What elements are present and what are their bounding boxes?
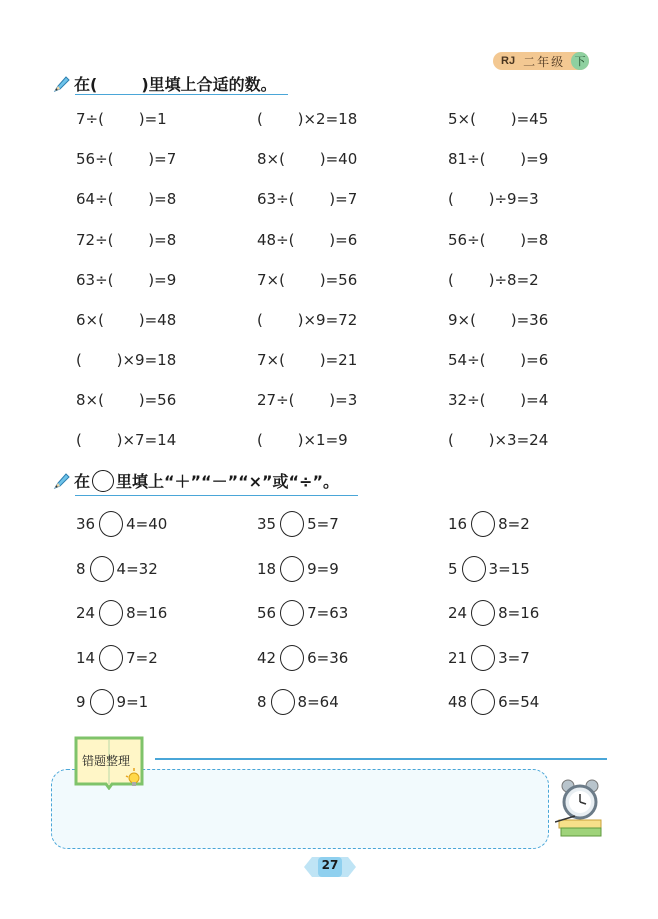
problem-3-2: 81÷( )=9 (448, 150, 549, 168)
section1-title-before: 在( (74, 75, 98, 94)
problem-2-4: 48÷( )=6 (257, 231, 358, 249)
answer-circle[interactable] (99, 511, 123, 537)
operand-left: 8 (257, 693, 267, 711)
op-problem-2-5 (257, 689, 339, 715)
answer-circle[interactable] (280, 556, 304, 582)
section1-title-after: )里填上合适的数。 (141, 75, 277, 94)
problem-2-5: 7×( )=56 (257, 271, 358, 289)
notebook-rule (155, 758, 607, 760)
op-problem-1-2 (76, 556, 158, 582)
operand-right: 4=40 (126, 515, 168, 533)
alarm-clock-icon (555, 776, 605, 838)
operand-right: 4=32 (116, 560, 158, 578)
operand-left: 48 (448, 693, 468, 711)
pencil-icon (52, 471, 72, 491)
problem-2-8: 27÷( )=3 (257, 391, 358, 409)
operand-left: 36 (76, 515, 96, 533)
operand-left: 8 (76, 560, 86, 578)
op-problem-3-3 (448, 600, 539, 626)
op-problem-2-1 (257, 511, 339, 537)
answer-circle[interactable] (90, 556, 114, 582)
answer-circle[interactable] (280, 600, 304, 626)
operand-left: 42 (257, 649, 277, 667)
op-problem-3-5 (448, 689, 539, 715)
op-problem-3-2 (448, 556, 530, 582)
section2-underline (75, 495, 358, 496)
answer-circle[interactable] (271, 689, 295, 715)
operand-right: 7=2 (126, 649, 158, 667)
answer-circle[interactable] (462, 556, 486, 582)
problem-1-8: 8×( )=56 (76, 391, 177, 409)
title-circle (92, 470, 114, 492)
operand-right: 7=63 (307, 604, 349, 622)
problem-1-5: 63÷( )=9 (76, 271, 177, 289)
operand-right: 8=16 (126, 604, 168, 622)
problem-1-6: 6×( )=48 (76, 311, 177, 329)
operand-right: 8=64 (297, 693, 339, 711)
op-problem-3-4 (448, 645, 530, 671)
operand-right: 3=7 (498, 649, 530, 667)
op-problem-1-1 (76, 511, 167, 537)
operand-right: 8=16 (498, 604, 540, 622)
operand-right: 9=1 (116, 693, 149, 711)
operand-left: 35 (257, 515, 277, 533)
problem-3-8: 32÷( )=4 (448, 391, 549, 409)
operand-left: 16 (448, 515, 468, 533)
op-problem-1-3 (76, 600, 167, 626)
answer-circle[interactable] (471, 511, 495, 537)
operand-left: 5 (448, 560, 458, 578)
answer-circle[interactable] (99, 600, 123, 626)
op-problem-3-1 (448, 511, 530, 537)
operand-right: 3=15 (488, 560, 530, 578)
operand-left: 21 (448, 649, 468, 667)
problem-3-6: 9×( )=36 (448, 311, 549, 329)
answer-circle[interactable] (90, 689, 114, 715)
problem-3-7: 54÷( )=6 (448, 351, 549, 369)
problem-1-4: 72÷( )=8 (76, 231, 177, 249)
operand-left: 14 (76, 649, 96, 667)
problem-3-3: ( )÷9=3 (448, 190, 539, 208)
problem-1-3: 64÷( )=8 (76, 190, 177, 208)
problem-1-1: 7÷( )=1 (76, 110, 167, 128)
grade-label: 二年级 (523, 54, 566, 69)
grade-badge (493, 52, 589, 70)
operand-left: 24 (76, 604, 96, 622)
notebook-label: 错题整理 (82, 754, 131, 768)
section2-title-before: 在 (74, 472, 91, 491)
operand-right: 6=36 (307, 649, 349, 667)
op-problem-2-3 (257, 600, 348, 626)
pencil-icon (52, 74, 72, 94)
answer-circle[interactable] (471, 689, 495, 715)
operand-left: 18 (257, 560, 277, 578)
problem-1-9: ( )×7=14 (76, 431, 177, 449)
problem-3-5: ( )÷8=2 (448, 271, 539, 289)
problem-1-7: ( )×9=18 (76, 351, 177, 369)
problem-2-6: ( )×9=72 (257, 311, 358, 329)
op-problem-1-4 (76, 645, 158, 671)
op-problem-2-2 (257, 556, 339, 582)
operand-right: 8=2 (498, 515, 530, 533)
answer-circle[interactable] (280, 511, 304, 537)
section2-title-after: 里填上“＋”“－”“×”或“÷”。 (116, 472, 339, 491)
problem-2-2: 8×( )=40 (257, 150, 358, 168)
op-problem-2-4 (257, 645, 348, 671)
operand-left: 24 (448, 604, 468, 622)
problem-1-2: 56÷( )=7 (76, 150, 177, 168)
problem-2-9: ( )×1=9 (257, 431, 348, 449)
answer-circle[interactable] (99, 645, 123, 671)
operand-left: 9 (76, 693, 86, 711)
problem-3-4: 56÷( )=8 (448, 231, 549, 249)
term-label: 下 (571, 52, 589, 70)
series-label: RJ (501, 55, 516, 67)
section1-heading (52, 72, 277, 95)
operand-right: 5=7 (307, 515, 339, 533)
operand-right: 9=9 (307, 560, 339, 578)
problem-3-1: 5×( )=45 (448, 110, 549, 128)
operand-left: 56 (257, 604, 277, 622)
answer-circle[interactable] (471, 645, 495, 671)
answer-circle[interactable] (471, 600, 495, 626)
problem-2-7: 7×( )=21 (257, 351, 358, 369)
section1-underline (75, 94, 288, 95)
problem-3-9: ( )×3=24 (448, 431, 549, 449)
section2-heading (52, 469, 339, 492)
page-number: 27 (321, 858, 339, 872)
op-problem-1-5 (76, 689, 148, 715)
problem-2-3: 63÷( )=7 (257, 190, 358, 208)
operand-right: 6=54 (498, 693, 540, 711)
answer-circle[interactable] (280, 645, 304, 671)
problem-2-1: ( )×2=18 (257, 110, 358, 128)
